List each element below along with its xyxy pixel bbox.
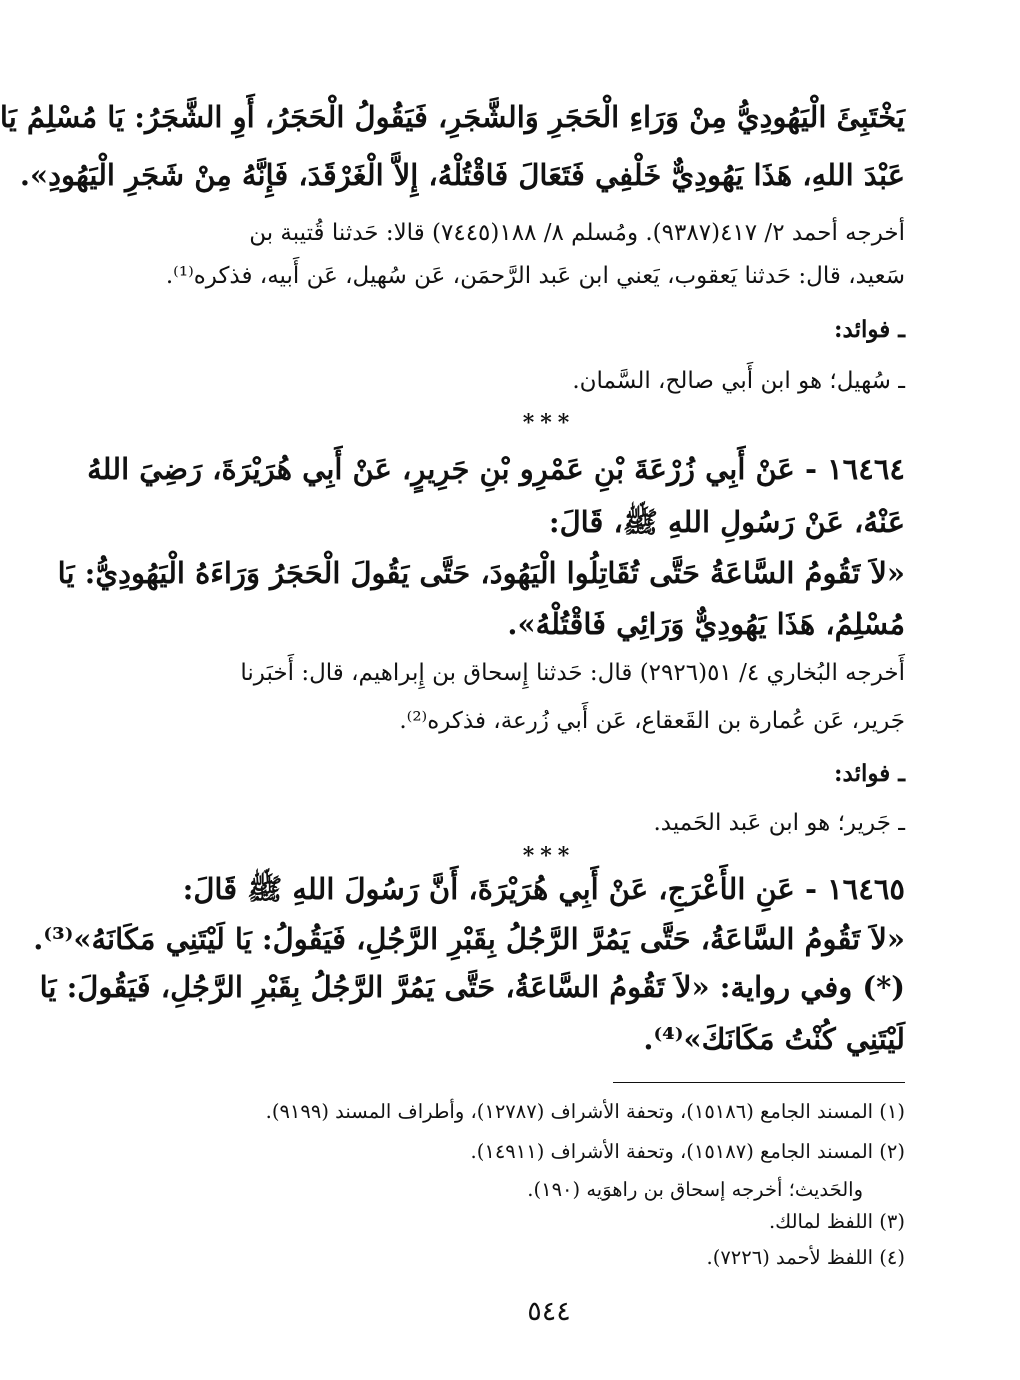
takhrij-line: سَعيد، قال: حَدثنا يَعقوب، يَعني ابن عَبد الرَّحمَن، عَن سُهيل، عَن أَبيه، فذكره⁽¹⁾.: [165, 263, 905, 289]
hadith-text-line: عَبْدَ اللهِ، هَذَا يَهُودِيٌّ خَلْفِي فَتَعَالَ فَاقْتُلْهُ، إِلاَّ الْغَرْقَدَ، فَإِنَّهُ مِنْ شَجَرِ الْيَهُودِ».: [19, 158, 905, 192]
hadith-number: ١٦٤٦٥: [827, 872, 905, 906]
fawaid-note: ـ جَرير؛ هو ابن عَبد الحَميد.: [653, 810, 905, 836]
footnote: (٤) اللفظ لأحمد (٧٢٢٦).: [706, 1246, 905, 1269]
hadith-isnad: - عَنْ أَبِي زُرْعَةَ بْنِ عَمْرِو بْنِ جَرِيرٍ، عَنْ أَبِي هُرَيْرَةَ، رَضِيَ اللهُ: [87, 452, 817, 486]
hadith-heading-line: [182, 872, 905, 914]
hadith-text-line: «لاَ تَقُومُ السَّاعَةُ حَتَّى تُقَاتِلُوا الْيَهُودَ، حَتَّى يَقُولَ الْحَجَرُ وَرَاءَهُ الْيَهُودِيُّ: يَا: [57, 556, 905, 590]
hadith-text-line: مُسْلِمُ، هَذَا يَهُودِيٌّ وَرَائِي فَاقْتُلْهُ».: [507, 607, 905, 641]
hadith-variant-line: (*) وفي رواية: «لاَ تَقُومُ السَّاعَةُ، حَتَّى يَمُرَّ الرَّجُلُ بِقَبْرِ الرَّجُلِ، فَيَقُولَ: يَا: [39, 970, 905, 1004]
footnote-continuation: والحَديث؛ أخرجه إسحاق بن راهوَيه (١٩٠).: [527, 1178, 863, 1201]
hadith-text-line: عَنْهُ، عَنْ رَسُولِ اللهِ ﷺ، قَالَ:: [548, 505, 905, 539]
page-number: ٥٤٤: [527, 1296, 571, 1327]
hadith-number: ١٦٤٦٤: [827, 452, 905, 486]
takhrij-line: أخرجه أحمد ٢/ ٤١٧(٩٣٨٧). ومُسلم ٨/ ١٨٨(٧٤٤٥) قالا: حَدثنا قُتيبة بن: [249, 220, 905, 246]
hadith-text-line: يَخْتَبِئَ الْيَهُودِيُّ مِنْ وَرَاءِ الْحَجَرِ وَالشَّجَرِ، فَيَقُولُ الْحَجَرُ، أَوِ الشَّجَرُ: يَا مُسْلِمُ يَا: [0, 100, 905, 134]
takhrij-line: جَرير، عَن عُمارة بن القَعقاع، عَن أَبي زُرعة، فذكره⁽²⁾.: [399, 708, 905, 734]
footnote: (٣) اللفظ لمالك.: [768, 1210, 905, 1233]
hadith-variant-line: لَيْتَنِي كُنْتُ مَكَانَكَ»⁽⁴⁾.: [643, 1022, 905, 1056]
hadith-text-line: «لاَ تَقُومُ السَّاعَةُ، حَتَّى يَمُرَّ الرَّجُلُ بِقَبْرِ الرَّجُلِ، فَيَقُولُ: يَا لَيْتَنِي مَكَانَهُ»⁽³⁾.: [33, 922, 905, 956]
section-separator-stars: ***: [522, 843, 576, 869]
section-separator-stars: ***: [522, 410, 576, 436]
hadith-heading-line: [87, 452, 905, 486]
footnote-separator: [613, 1082, 905, 1083]
footnote: (٢) المسند الجامع (١٥١٨٧)، وتحفة الأشراف (١٤٩١١).: [470, 1140, 905, 1163]
footnote: (١) المسند الجامع (١٥١٨٦)، وتحفة الأشراف (١٢٧٨٧)، وأطراف المسند (٩١٩٩).: [265, 1100, 905, 1123]
hadith-isnad: - عَنِ الأَعْرَجِ، عَنْ أَبِي هُرَيْرَةَ، أَنَّ رَسُولَ اللهِ ﷺ قَالَ:: [182, 872, 817, 906]
takhrij-line: أَخرجه البُخاري ٤/ ٥١(٢٩٢٦) قال: حَدثنا إِسحاق بن إِبراهيم، قال: أَخبَرنا: [240, 660, 905, 686]
fawaid-note: ـ سُهيل؛ هو ابن أَبي صالح، السَّمان.: [572, 368, 905, 394]
fawaid-heading: ـ فوائد:: [834, 316, 905, 343]
fawaid-heading: ـ فوائد:: [834, 760, 905, 787]
